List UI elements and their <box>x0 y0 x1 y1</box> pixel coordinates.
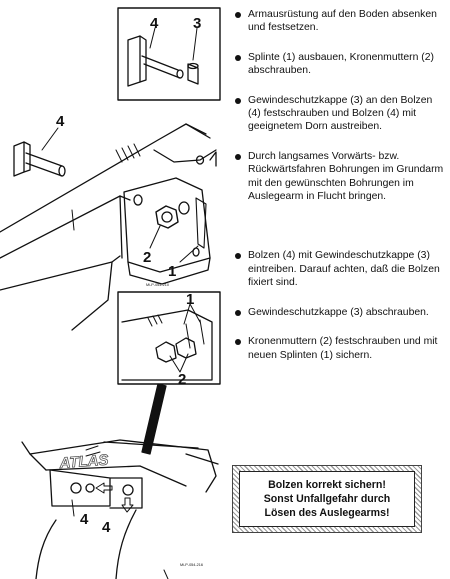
inset-nut-detail <box>118 292 220 384</box>
inset-pin-and-cap <box>118 8 220 100</box>
lower-boom-drawing <box>22 440 218 579</box>
step-item <box>234 8 446 35</box>
step-item <box>234 249 446 289</box>
callout-3-inset: 3 <box>193 15 202 32</box>
step-text: Bolzen (4) mit Gewindeschutzkappe (3) eintreiben. Darauf achten, daß die Bolzen fixiert sind. <box>248 250 440 289</box>
instruction-list <box>234 8 446 362</box>
callout-4-pin: 4 <box>56 113 65 130</box>
warning-panel <box>239 471 415 527</box>
pin-illustration <box>14 128 65 176</box>
step-item <box>234 51 446 78</box>
figure-code-2: Mi-P-054-216 <box>180 563 204 567</box>
callout-4-right: 4 <box>102 519 111 536</box>
warning-box <box>232 465 422 533</box>
callout-2-nut: 2 <box>143 249 152 266</box>
warning-line-2: Sonst Unfallgefahr durch <box>263 493 391 505</box>
step-item <box>234 306 446 319</box>
callout-1-split: 1 <box>168 263 177 280</box>
step-item <box>234 335 446 362</box>
step-text: Gewindeschutzkappe (3) an den Bolzen (4) festschrauben und Bolzen (4) mit geeignetem Dorn austreiben. <box>248 94 433 133</box>
callout-1-inset: 1 <box>186 291 195 308</box>
figure-code-1: Mi-P-054-210 <box>146 283 170 287</box>
step-text: Gewindeschutzkappe (3) abschrauben. <box>248 306 429 318</box>
brand-logo: ATLAS <box>59 451 110 472</box>
step-text: Kronenmuttern (2) festschrauben und mit neuen Splinten (1) sichern. <box>248 336 438 361</box>
callout-2-inset: 2 <box>178 371 187 388</box>
warning-line-3: Lösen des Auslegearms! <box>264 507 390 519</box>
warning-line-1: Bolzen korrekt sichern! <box>268 479 386 491</box>
step-text: Durch langsames Vorwärts- bzw. Rückwärtsfahren Bohrungen im Grundarm mit den gewünschten Bohrungen im Auslegearm in Flucht bringen. <box>248 150 444 203</box>
step-item <box>234 150 446 204</box>
step-text: Armausrüstung auf den Boden absenken und festsetzen. <box>248 9 437 34</box>
callout-4-inset: 4 <box>150 15 159 32</box>
step-item <box>234 94 446 134</box>
step-text: Splinte (1) ausbauen, Kronenmuttern (2) abschrauben. <box>248 51 434 77</box>
callout-4-left: 4 <box>80 511 89 528</box>
